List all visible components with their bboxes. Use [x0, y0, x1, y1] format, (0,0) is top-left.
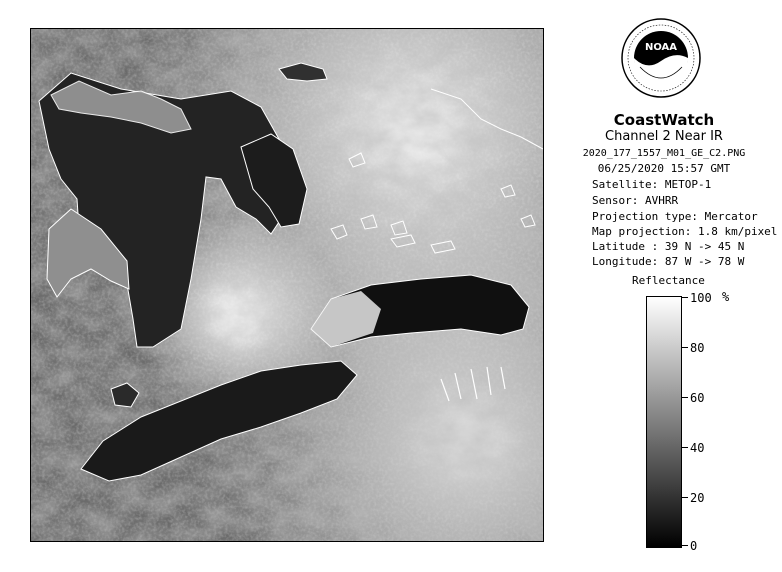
colorbar-tick-label: 20 [690, 491, 705, 505]
projection-type-label: Projection type: Mercator [592, 210, 758, 223]
colorbar-tick [682, 497, 688, 498]
map-svg [31, 29, 543, 541]
colorbar-tick [682, 397, 688, 398]
filename-label: 2020_177_1557_M01_GE_C2.PNG [582, 148, 746, 159]
colorbar-tick-label: 60 [690, 391, 705, 405]
noaa-logo-text: NOAA [644, 42, 678, 53]
colorbar-tick-label: 0 [690, 539, 698, 553]
colorbar-tick-label: 40 [690, 441, 705, 455]
channel-label: Channel 2 Near IR [605, 129, 723, 144]
colorbar-tick [682, 545, 688, 546]
longitude-label: Longitude: 87 W -> 78 W [592, 255, 745, 268]
colorbar-tick [682, 447, 688, 448]
map-projection-label: Map projection: 1.8 km/pixel [592, 225, 778, 238]
colorbar-tick [682, 297, 688, 298]
colorbar-tick-label: 80 [690, 341, 705, 355]
colorbar-tick-label: 100 [690, 291, 712, 305]
noaa-logo [620, 17, 702, 113]
colorbar-tick [682, 347, 688, 348]
satellite-map [30, 28, 544, 542]
colorbar-label: Reflectance [632, 274, 705, 287]
colorbar-unit: % [722, 290, 730, 304]
reflectance-colorbar [646, 296, 682, 548]
latitude-label: Latitude : 39 N -> 45 N [592, 240, 745, 253]
panel-title: CoastWatch [613, 111, 715, 129]
datetime-label: 06/25/2020 15:57 GMT [597, 162, 731, 175]
noaa-logo-icon [620, 17, 702, 99]
sensor-label: Sensor: AVHRR [592, 194, 679, 207]
satellite-label: Satellite: METOP-1 [592, 178, 712, 191]
